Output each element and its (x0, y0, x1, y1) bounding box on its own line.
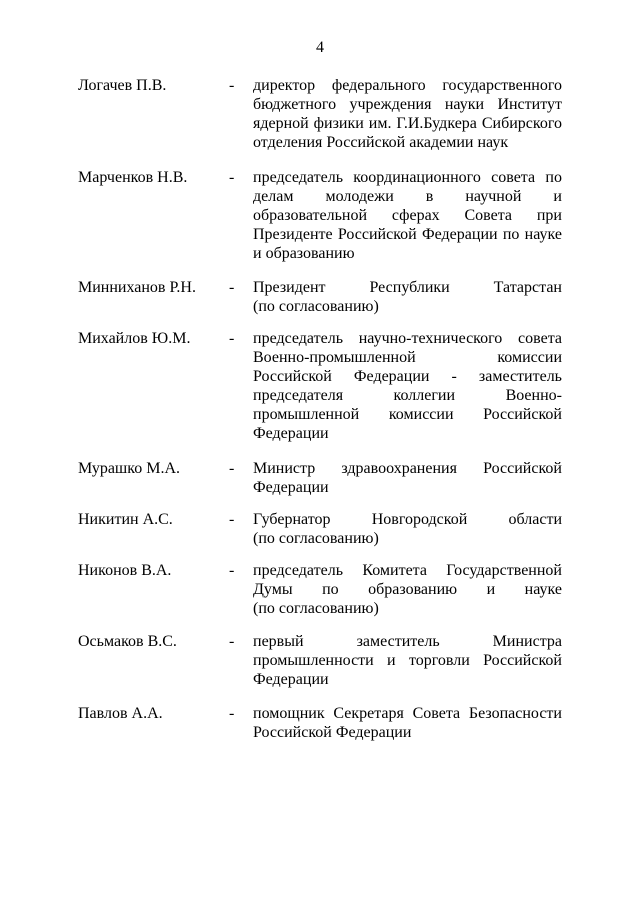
position-line (253, 95, 562, 114)
position-word: науке (524, 226, 562, 243)
position-word: промышленной (253, 406, 360, 423)
position-word: по (545, 169, 562, 186)
position-word: (по согласованию) (253, 600, 379, 617)
member-name: Логачев П.В. (78, 77, 167, 94)
member-position (253, 632, 562, 689)
position-word: делам (253, 188, 294, 205)
position-line (253, 244, 562, 263)
position-word: отделения Российской академии наук (253, 134, 509, 151)
position-line (253, 168, 562, 187)
position-line (253, 632, 562, 651)
position-word: помощник (253, 705, 325, 722)
member-position (253, 561, 562, 618)
position-word: Военно- (505, 387, 562, 404)
position-word: - (451, 368, 457, 385)
position-line (253, 651, 562, 670)
position-word: и (486, 581, 496, 598)
entry-dash: - (229, 511, 235, 528)
position-word: Министр (253, 460, 316, 477)
position-word: образованию (368, 581, 458, 598)
member-position (253, 168, 562, 263)
position-word: Федерации (253, 479, 329, 496)
position-word: учреждения (349, 96, 432, 113)
position-word: Российской Федерации (253, 724, 412, 741)
position-word: директор (253, 77, 316, 94)
position-line (253, 187, 562, 206)
position-word: им. (368, 115, 392, 132)
position-line (253, 329, 562, 348)
position-word: Республики (369, 279, 450, 296)
position-line (253, 206, 562, 225)
position-line (253, 386, 562, 405)
position-word: и образованию (253, 245, 355, 262)
position-word: промышленности (253, 652, 374, 669)
position-word: Российской (483, 460, 562, 477)
position-line (253, 561, 562, 580)
position-word: председатель (253, 330, 343, 347)
position-word: Президенте (253, 226, 333, 243)
position-word: Федерации (353, 368, 430, 385)
position-word: комиссии (388, 406, 454, 423)
position-word: торговли (408, 652, 470, 669)
position-line (253, 459, 562, 478)
position-word: (по согласованию) (253, 530, 379, 547)
position-word: председателя (253, 387, 344, 404)
member-name: Мурашко М.А. (78, 460, 180, 477)
entry-dash: - (229, 279, 235, 296)
member-position (253, 329, 562, 443)
position-line (253, 114, 562, 133)
member-name: Павлов А.А. (78, 705, 163, 722)
member-position (253, 510, 562, 548)
position-line (253, 478, 562, 497)
position-word: науки (444, 96, 485, 113)
position-word: Государственной (446, 562, 562, 579)
position-word: здравоохранения (341, 460, 457, 477)
position-word: Новгородской (371, 511, 468, 528)
position-line (253, 723, 562, 742)
position-word: федерального (331, 77, 426, 94)
position-word: совета (518, 330, 562, 347)
position-word: Г.И.Будкера (396, 115, 477, 132)
position-word: государственного (442, 77, 562, 94)
position-line (253, 510, 562, 529)
member-name: Никитин А.С. (78, 511, 173, 528)
position-word: Российской (483, 652, 562, 669)
position-word: Федерации (422, 226, 498, 243)
position-word: Российской (337, 226, 417, 243)
position-word: Секретаря (333, 705, 404, 722)
entry-dash: - (229, 77, 235, 94)
position-line (253, 580, 562, 599)
position-word: комиссии (497, 349, 562, 366)
position-word: по (502, 226, 520, 243)
position-word: молодежи (325, 188, 394, 205)
position-word: области (508, 511, 562, 528)
member-name: Минниханов Р.Н. (78, 279, 196, 296)
position-line (253, 405, 562, 424)
member-name: Осьмаков В.С. (78, 633, 177, 650)
position-word: Думы (253, 581, 293, 598)
position-line (253, 278, 562, 297)
position-line (253, 670, 562, 689)
position-word: (по согласованию) (253, 298, 379, 315)
position-word: заместитель (478, 368, 562, 385)
position-word: Безопасности (468, 705, 562, 722)
position-word: координационного (353, 169, 481, 186)
position-word: председатель (253, 562, 343, 579)
position-word: Федерации (253, 671, 329, 688)
position-word: и (553, 188, 562, 205)
position-word: физики (313, 115, 364, 132)
position-word: совета (491, 169, 536, 186)
position-word: и (387, 652, 396, 669)
position-line (253, 297, 562, 316)
member-name: Михайлов Ю.М. (78, 330, 191, 347)
position-word: научно-технического (358, 330, 503, 347)
position-line (253, 367, 562, 386)
entry-dash: - (229, 330, 235, 347)
position-word: ядерной (253, 115, 309, 132)
position-word: Губернатор (253, 511, 331, 528)
position-word: первый (253, 633, 304, 650)
position-line (253, 348, 562, 367)
position-word: Российской (253, 368, 332, 385)
position-word: Военно-промышленной (253, 349, 416, 366)
position-word: образовательной (253, 207, 367, 224)
position-line (253, 225, 562, 244)
entry-dash: - (229, 562, 235, 579)
position-line (253, 704, 562, 723)
member-position (253, 704, 562, 742)
entry-dash: - (229, 169, 235, 186)
position-line (253, 133, 562, 152)
member-name: Никонов В.А. (78, 562, 172, 579)
entry-dash: - (229, 460, 235, 477)
position-word: Российской (483, 406, 562, 423)
position-line (253, 424, 562, 443)
position-word: бюджетного (253, 96, 337, 113)
member-position (253, 278, 562, 316)
position-word: сферах (391, 207, 440, 224)
position-word: председатель (253, 169, 343, 186)
position-word: Совета (464, 207, 513, 224)
position-word: Федерации (253, 425, 329, 442)
position-word: научной (465, 188, 522, 205)
position-line (253, 529, 562, 548)
position-word: Институт (497, 96, 562, 113)
position-line (253, 76, 562, 95)
entry-dash: - (229, 633, 235, 650)
position-word: Сибирского (481, 115, 562, 132)
position-word: науке (524, 581, 562, 598)
position-word: в (425, 188, 434, 205)
member-position (253, 459, 562, 497)
position-word: Президент (253, 279, 326, 296)
position-word: Министра (492, 633, 562, 650)
position-word: Татарстан (493, 279, 562, 296)
member-position (253, 76, 562, 152)
position-line (253, 599, 562, 618)
position-word: при (536, 207, 562, 224)
position-word: по (322, 581, 339, 598)
position-word: Совета (412, 705, 461, 722)
position-word: заместитель (356, 633, 440, 650)
position-word: коллегии (393, 387, 456, 404)
member-name: Марченков Н.В. (78, 169, 188, 186)
page-number: 4 (316, 39, 324, 56)
position-word: Комитета (362, 562, 427, 579)
entry-dash: - (229, 705, 235, 722)
